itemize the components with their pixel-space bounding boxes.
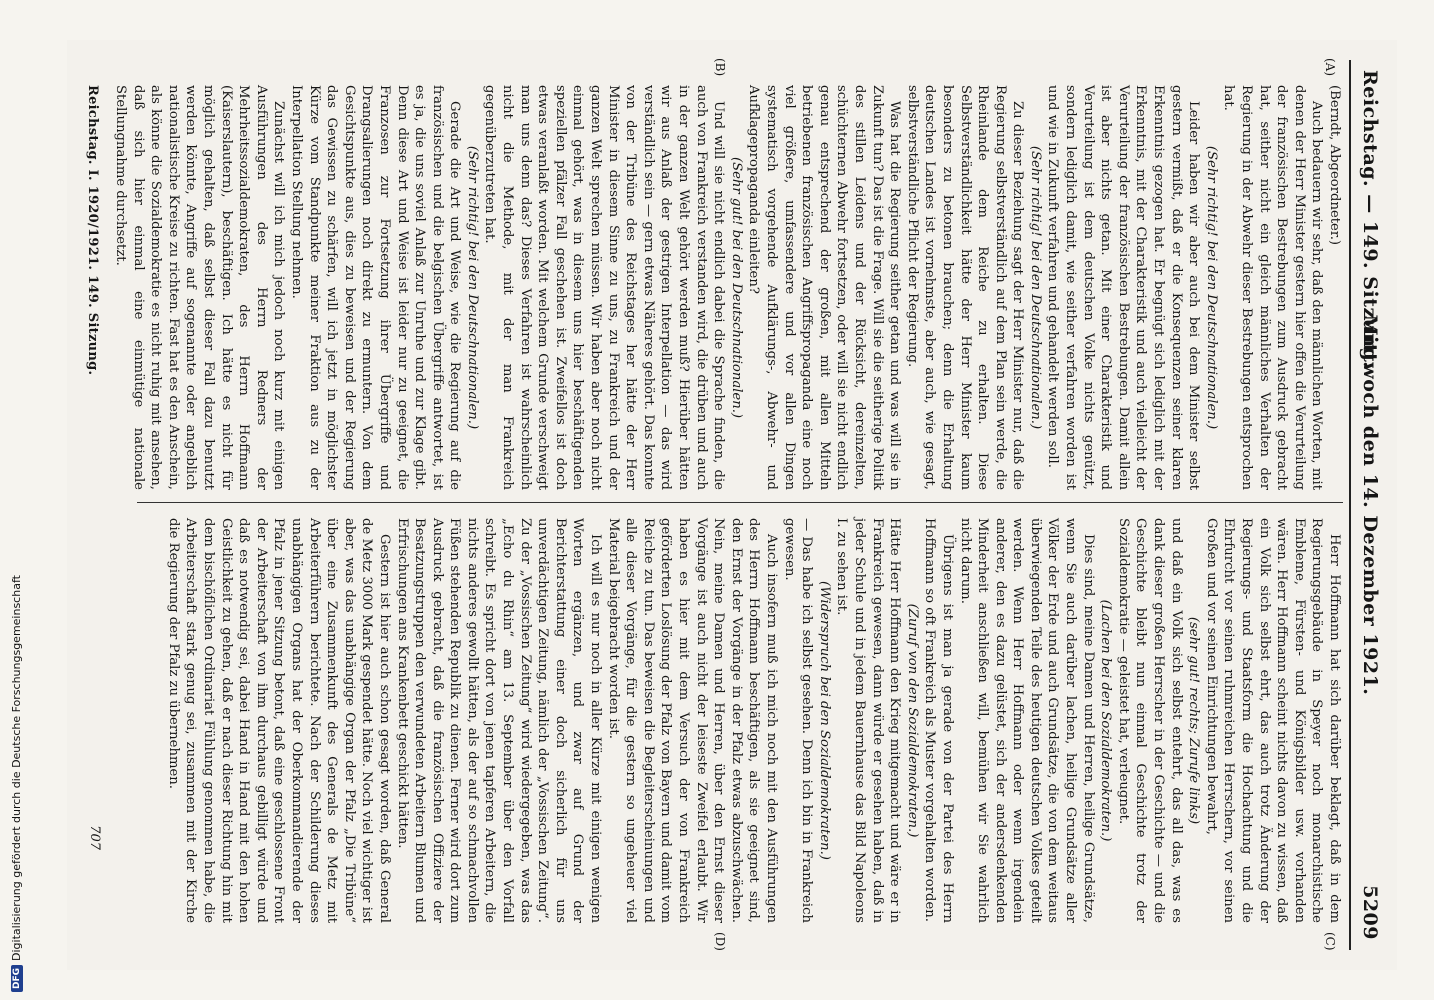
paragraph: Herr Hoffmann hat sich darüber beklagt, daß in dem Regierungsgebäude in Speyer noch monarchistische Embleme, Fürsten- und Königsbilder usw. vorhanden wären. Herr Hoffmann scheint nichts davon zu wissen, daß ein Volk sich selbst ehrt, das auch trotz Änderung der Regierungs- und Staatsform die Hochachtung und die Ehrfurcht vor seinen ruhmreichen Herrschern, vor seinen Großen und vor seinen Einrichtungen bewahrt,	[1203, 518, 1342, 923]
paragraph: Hätte Herr Hoffmann den Krieg mitgemacht und wäre er in Frankreich gewesen, dann würde er gesehen haben, daß in jeder Schule und in jedem Bauernhause das Bild Napoleons I. zu sehen ist.	[834, 518, 903, 923]
caption-text: Digitalisierung gefördert durch die Deutsche Forschungsgemeinschaft	[10, 575, 23, 961]
margin-mark-a: (A)	[1323, 58, 1337, 77]
paragraph: Zunächst will ich mich jedoch noch kurz mit einigen Ausführungen des Herrn Redners der Mehrheitssozialdemokraten, des Herrn Hoffmann (Kaiserslautern), beschäftigen. Ich hätte es nicht für möglich gehalten, daß selbst dieser Fall dazu benutzt werden könnte, Angriffe auf sogenannte oder angeblich nationalistische Kreise zu richten. Fast hat es den Anschein, als könne die Sozialdemokratie es nicht ruhig mit ansehen, daß sich hier einmal eine einmütige nationale Stellungnahme durchsetzt.	[113, 85, 287, 490]
header-left: Reichstag. — 149. Sitzung.	[1359, 70, 1381, 369]
header-date: Mittwoch den 14. Dezember 1921.	[1359, 314, 1381, 696]
margin-mark-c: (C)	[1323, 932, 1337, 951]
interjection: (Sehr richtig! bei den Deutschnationalen.)	[1203, 145, 1219, 430]
left-text-column	[113, 85, 1343, 490]
paragraph: Auch insofern muß ich mich noch mit den Ausführungen des Herrn Hoffmann beschäftigen, als sie geeignet sind, den Ernst der Vorgänge in der Pfalz etwas abzuschwächen. Nein, meine Damen und Herren, über den Ernst dieser Vorgänge ist auch nicht der leiseste Zweifel erlaubt. Wir haben es hier mit dem Versuch der von Frankreich geförderten Loslösung der Pfalz von Bayern und damit vom Reiche zu tun. Das beweisen die Begleiterscheinungen und alle dieser Vorgänge, für die gestern so ungeheuer viel Material beigebracht worden ist.	[605, 518, 779, 923]
paragraph: Dies sind, meine Damen und Herren, heilige Grundsätze, wenn Sie auch darüber lachen, heilige Grundsätze aller Völker der Erde und auch Grundsätze, die von dem weitaus überwiegenden Teile des heutigen deutschen Volkes geteilt werden. Wenn Herr Hoffmann oder wenn irgendein anderer, den es dazu gelüstet, sich der andersdenkenden Minderheit anschließen will, bemühen wir Sie wahrlich nicht darum.	[957, 518, 1096, 923]
footer-page-number: 707	[87, 825, 102, 850]
interjection: (Sehr richtig! bei den Deutschnationalen.)	[1027, 145, 1043, 430]
paragraph: Zu dieser Beziehung sagt der Herr Minister nur, daß die Regierung selbstverständlich auf dem Plan sein werde, die Rheinlande dem Reiche zu erhalten. Diese Selbstverständlichkeit hätte der Herr Minister kaum besonders zu betonen brauchen; denn die Erhaltung deutschen Landes ist vornehmste, aber auch, wie gesagt, selbstverständliche Pflicht der Regierung.	[904, 85, 1026, 490]
digitization-caption	[10, 575, 23, 992]
rotated-document-page	[67, 40, 1397, 970]
page-footer: Reichstag. I. 1920/1921. 149. Sitzung.	[85, 85, 100, 376]
paragraph: Gerade die Art und Weise, wie die Regierung auf die französischen und die belgischen Übergriffe antwortet, ist es ja, die uns soviel Anlaß zur Unruhe und zur Klage gibt. Denn diese Art und Weise ist leider nur zu geeignet, die Franzosen zur Fortsetzung ihrer Übergriffe und Drangsalierungen noch direkt zu ermuntern. Von dem Gesichtspunkte aus, dies zu beweisen und der Regierung das Gewissen zu schärfen, will ich jetzt in möglichster Kürze vom Standpunkte meiner Fraktion aus zu der Interpellation Stellung nehmen.	[288, 85, 463, 490]
paragraph: Und will sie nicht endlich dabei die Sprache finden, die auch von Frankreich verstanden wird, die drüben und auch in der ganzen Welt gehört werden muß? Hierüber hätten wir aus Anlaß der gestrigen Interpellation — das wird verständlich sein — gern etwas Näheres gehört. Das konnte von der Tribüne des Reichstages her hätte der Herr Minister in diesem Sinne zu uns, zu Frankreich und der ganzen Welt sprechen müssen. Wir haben aber noch nicht einmal gehört, was in diesem uns hier beschäftigenden speziellen pfälzer Fall geschehen ist. Zweifellos ist doch etwas veranlaßt worden. Mit welchem Grunde verschweigt man uns denn das? Dieses Verfahren ist wahrscheinlich nicht die Methode, mit der man Frankreich gegenüberzutreten hat.	[482, 85, 727, 490]
column-rule	[137, 502, 1343, 503]
interjection: (Sehr gut! bei den Deutschnationalen.)	[728, 156, 744, 419]
interjection: (Lachen bei den Sozialdemokraten.)	[1098, 599, 1114, 842]
paragraph: Übrigens ist man ja gerade von der Partei des Herrn Hoffmann so oft Frankreich als Muster vorgehalten worden.	[922, 518, 955, 923]
paragraph: Leider haben wir aber auch bei dem Minister selbst gestern vermißt, daß er die Konsequenzen seiner klaren Erkenntnis gezogen hat. Er begnügt sich lediglich mit der Erkenntnis, mit der Charakteristik und auch vielleicht der Verurteilung der französischen Bestrebungen. Damit allein ist aber nichts getan. Mit einer Charakteristik und Verurteilung ist dem deutschen Volke nichts genützt, sondern lediglich damit, wie seither verfahren worden ist und wie in Zukunft verfahren und gehandelt werden soll.	[1045, 85, 1202, 490]
interjection: (sehr gut! rechts; Zurufe links)	[1186, 616, 1202, 825]
margin-mark-d: (D)	[713, 932, 727, 951]
paragraph: Gestern ist hier auch schon gesagt worden, daß General de Metz 3000 Mark gespendet hätte. Noch viel wichtiger ist aber, was das unabhängige Organ der Pfalz „Die Tribüne“ über eine Zusammenkunft des Generals de Metz mit Arbeiterführern berichtete. Nach der Schilderung dieses unabhängigen Organs hat der Oberkommandierende der Pfalz in jener Sitzung betont, daß eine geschlossene Front der Arbeiterschaft von ihm durchaus gebilligt würde und daß es notwendig sei, dabei Hand in Hand mit den hohen Geistlichkeit zu gehen, daß er nach dieser Richtung hin mit dem bischöflichen Ordinariat Fühlung genommen habe, die Arbeiterschaft stark genug sei, zusammen mit der Kirche die Regierung der Pfalz zu übernehmen.	[165, 518, 392, 923]
interjection: (Sehr richtig! bei den Deutschnationalen.)	[464, 145, 480, 430]
paragraph: und daß ein Volk sich selbst entehrt, das all das, was es dank dieser großen Herrscher in der Geschichte — und die Geschichte bleibt nun einmal Geschichte trotz der Sozialdemokratie — geleistet hat, verleugnet.	[1115, 518, 1184, 923]
paragraph: Auch bedauern wir sehr, daß den männlichen Worten, mit denen der Herr Minister gestern hier offen die Verurteilung der französischen Bestrebungen zum Ausdruck gebracht hat, seither nicht ein gleich männliches Verhalten der Regierung in der Abwehr dieser Bestrebungen entsprochen hat.	[1221, 85, 1325, 490]
paragraph: Was hat die Regierung seither getan und was will sie in Zukunft tun? Das ist die Frage. Will sie die seitherige Politik des stillen Leidens und der Rücksicht, dereinzelten, schüchternen Abwehr fortsetzen, oder will sie nicht endlich genau entsprechend der großen, mit allen Mitteln betriebenen französischen Angriffspropaganda eine noch viel größere, umfassendere und vor allen Dingen systematisch vorgehende Aufklärungs-, Abwehr- und Aufklagepropaganda einleiten?	[746, 85, 903, 490]
header-rule	[1349, 60, 1351, 950]
interjection: (Zuruf von den Sozialdemokraten.)	[904, 603, 920, 838]
dfg-logo: DFG	[11, 965, 23, 992]
margin-mark-b: (B)	[713, 58, 727, 77]
paragraph: (Berndt, Abgeordneter.)	[1327, 85, 1342, 246]
interjection: (Widerspruch bei den Sozialdemokraten.)	[816, 581, 832, 860]
page-header	[1355, 70, 1385, 940]
header-page-number: 5209	[1359, 885, 1381, 940]
right-text-column	[117, 518, 1343, 923]
paragraph: Ich will es nur noch in aller Kürze mit einigen wenigen Worten ergänzen, und zwar auf Grund der Berichterstattung einer doch sicherlich für uns unverdächtigen Zeitung, nämlich der „Vossischen Zeitung“. Zu der „Vossischen Zeitung“ wird wiedergegeben, was das „Echo du Rhin“ am 13. September über den Vorfall schreibt. Es spricht dort von jenen tapferen Arbeitern, die nichts anderes gewollt hätten, als der auf so schmachvollen Füßen stehenden Republik zu dienen. Ferner wird dort zum Ausdruck gebracht, daß die französischen Offiziere der Besatzungstruppen den verwundeten Arbeitern Blumen und Erfrischungen ans Krankenbett geschickt hätten.	[394, 518, 604, 923]
paragraph: — Das habe ich selbst gesehen. Denn ich bin in Frankreich gewesen.	[781, 518, 815, 923]
